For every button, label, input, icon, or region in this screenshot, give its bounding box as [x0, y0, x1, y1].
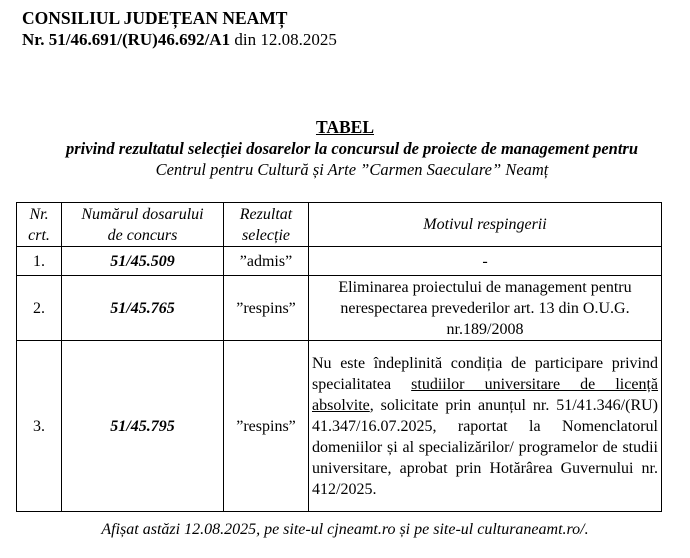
- document-subtitle: privind rezultatul selecției dosarelor la concursul de proiecte de management pentru: [66, 139, 638, 158]
- header-dosar-line2: de concurs: [107, 226, 178, 244]
- header-dosar: [62, 203, 224, 247]
- motiv-text-part1: Nu este îndeplinită condiția de participare privind specialitatea: [312, 354, 658, 393]
- results-table: [16, 202, 662, 512]
- header-nr: [17, 203, 62, 247]
- row-rezultat: ”respins”: [224, 341, 309, 512]
- table-header-row: [17, 203, 662, 247]
- document-header: [22, 8, 337, 50]
- registration-line: [22, 29, 337, 50]
- row-nr: 2.: [17, 276, 62, 341]
- row-dosar: 51/45.509: [62, 247, 224, 276]
- row-motiv: -: [309, 247, 662, 276]
- posting-notice: Afișat astăzi 12.08.2025, pe site-ul cjneamt.ro și pe site-ul culturaneamt.ro/.: [101, 521, 589, 538]
- header-dosar-line1: Numărul dosarului: [81, 205, 204, 223]
- header-motiv: Motivul respingerii: [309, 203, 662, 247]
- header-rezultat: [224, 203, 309, 247]
- motiv-text-part2: , solicitate prin anunțul nr. 51/41.346/(RU) 41.347/16.07.2025, raportat la Nomenclatorul domeniilor și al specializărilor/ programelor de studii universitare, aprobat prin Hotărârea Guvernului nr. 412/2025.: [312, 396, 658, 498]
- row-dosar: 51/45.795: [62, 341, 224, 512]
- row-motiv: Eliminarea proiectului de management pentru nerespectarea prevederilor art. 13 din O.U.G. nr.189/2008: [309, 276, 662, 341]
- table-row: [17, 276, 662, 341]
- table-row: [17, 247, 662, 276]
- header-rezultat-line2: selecție: [242, 226, 290, 244]
- header-nr-line1: Nr.: [29, 205, 49, 223]
- row-nr: 1.: [17, 247, 62, 276]
- header-rezultat-line1: Rezultat: [239, 205, 293, 223]
- table-row: [17, 341, 662, 512]
- motiv-text-underlined: studiilor universitare de licență absolvite: [312, 375, 659, 414]
- row-rezultat: ”respins”: [224, 276, 309, 341]
- document-title: TABEL: [315, 117, 375, 137]
- title-block: [0, 117, 690, 180]
- row-motiv: [309, 341, 662, 512]
- header-nr-line2: crt.: [28, 226, 50, 244]
- registration-date: din 12.08.2025: [230, 30, 337, 49]
- registration-number: Nr. 51/46.691/(RU)46.692/A1: [22, 30, 231, 49]
- row-nr: 3.: [17, 341, 62, 512]
- row-rezultat: ”admis”: [224, 247, 309, 276]
- institution-name: CONSILIUL JUDEȚEAN NEAMȚ: [22, 8, 288, 28]
- row-dosar: 51/45.765: [62, 276, 224, 341]
- document-institution: Centrul pentru Cultură și Arte ”Carmen Saeculare” Neamț: [155, 160, 549, 179]
